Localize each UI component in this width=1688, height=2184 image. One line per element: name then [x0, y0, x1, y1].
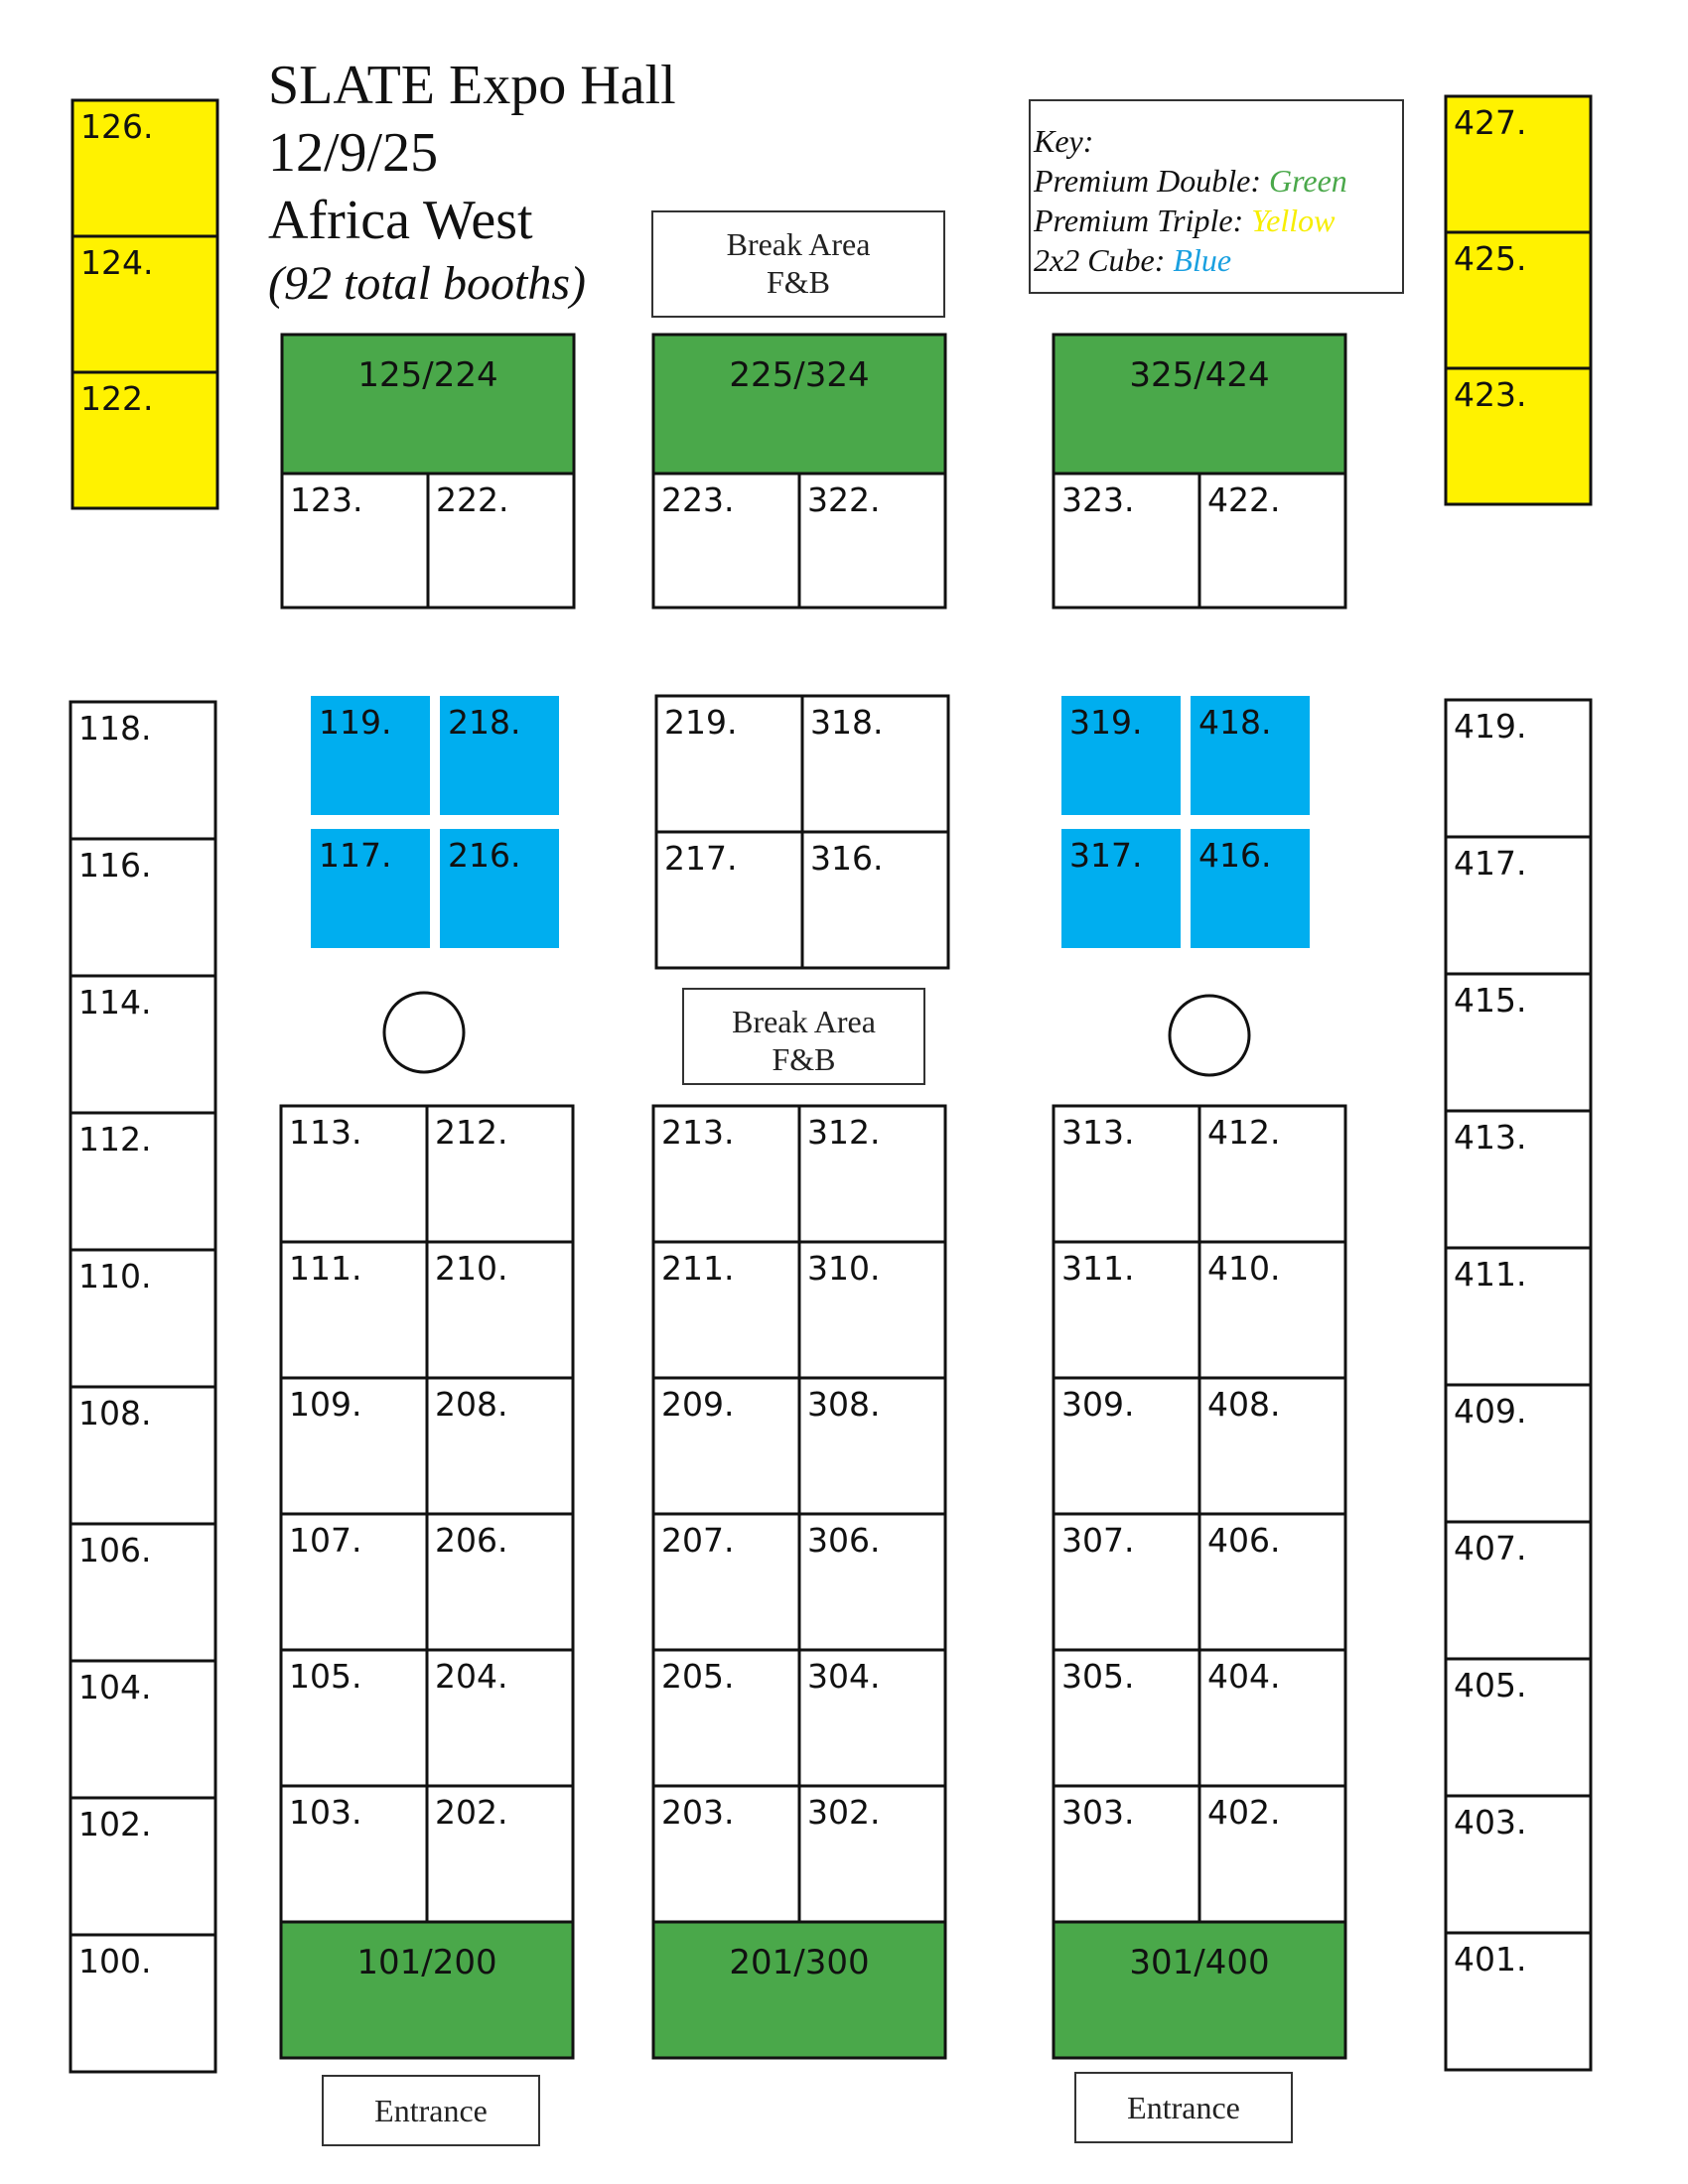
booth-label: 308.	[807, 1385, 881, 1424]
booth-316[interactable]	[802, 832, 948, 968]
booth-label: 206.	[435, 1521, 508, 1560]
booth-413[interactable]	[1446, 1111, 1591, 1248]
booth-label: 117.	[319, 836, 392, 875]
booth-410[interactable]	[1199, 1242, 1345, 1378]
booth-label: 110.	[78, 1257, 152, 1296]
booth-223[interactable]	[653, 474, 799, 608]
booth-label: 427.	[1454, 103, 1527, 142]
booth-317[interactable]	[1061, 829, 1181, 948]
break-area-middle-text: F&B	[772, 1041, 836, 1077]
booth-label: 422.	[1207, 480, 1281, 519]
booth-418[interactable]	[1191, 696, 1310, 815]
key-item-premium-triple: Premium Triple: Yellow	[1034, 203, 1336, 238]
booth-308[interactable]	[799, 1378, 945, 1514]
booth-label: 113.	[289, 1113, 362, 1152]
booth-label: 216.	[448, 836, 521, 875]
key-heading: Key:	[1034, 123, 1094, 159]
entrance-left	[323, 2076, 539, 2145]
booth-210[interactable]	[427, 1242, 573, 1378]
booth-306[interactable]	[799, 1514, 945, 1650]
pillar-circle-right	[1170, 996, 1249, 1075]
booth-322[interactable]	[799, 474, 945, 608]
booth-label: 417.	[1454, 844, 1527, 883]
booth-label: 218.	[448, 703, 521, 742]
booth-411[interactable]	[1446, 1248, 1591, 1385]
booth-124[interactable]	[72, 236, 217, 372]
booth-211[interactable]	[653, 1242, 799, 1378]
booth-408[interactable]	[1199, 1378, 1345, 1514]
booth-203[interactable]	[653, 1786, 799, 1922]
hall-title: SLATE Expo Hall	[268, 55, 676, 116]
booth-313[interactable]	[1054, 1106, 1199, 1242]
booth-label: 415.	[1454, 981, 1527, 1020]
booth-325-424[interactable]	[1054, 335, 1345, 474]
booth-label: 306.	[807, 1521, 881, 1560]
booth-116[interactable]	[70, 839, 215, 976]
booth-label: 416.	[1198, 836, 1272, 875]
booth-label: 212.	[435, 1113, 508, 1152]
booth-401[interactable]	[1446, 1933, 1591, 2070]
booth-304[interactable]	[799, 1650, 945, 1786]
booth-label: 309.	[1061, 1385, 1135, 1424]
booth-label: 311.	[1061, 1249, 1135, 1288]
booth-label: 318.	[810, 703, 884, 742]
booth-404[interactable]	[1199, 1650, 1345, 1786]
break-area-top-text: Break Area	[726, 226, 871, 262]
booth-213[interactable]	[653, 1106, 799, 1242]
booth-225-324[interactable]	[653, 335, 945, 474]
room-name: Africa West	[268, 190, 533, 251]
booth-label: 302.	[807, 1793, 881, 1832]
booth-label: 304.	[807, 1657, 881, 1696]
booth-label: 213.	[661, 1113, 735, 1152]
booth-label: 119.	[319, 703, 392, 742]
booth-110[interactable]	[70, 1250, 215, 1387]
break-area-middle-text: Break Area	[732, 1004, 876, 1039]
booth-423[interactable]	[1446, 368, 1591, 504]
booth-label: 223.	[661, 480, 735, 519]
booth-216[interactable]	[440, 829, 559, 948]
booth-206[interactable]	[427, 1514, 573, 1650]
booth-318[interactable]	[802, 696, 948, 832]
booth-311[interactable]	[1054, 1242, 1199, 1378]
booth-117[interactable]	[311, 829, 430, 948]
booth-101-200[interactable]	[281, 1922, 573, 2058]
booth-label: 409.	[1454, 1392, 1527, 1431]
booth-label: 105.	[289, 1657, 362, 1696]
booth-label: 405.	[1454, 1666, 1527, 1705]
booth-label: 312.	[807, 1113, 881, 1152]
booth-label: 413.	[1454, 1118, 1527, 1157]
booth-label: 419.	[1454, 707, 1527, 746]
booth-125-224[interactable]	[282, 335, 574, 474]
booth-label: 123.	[290, 480, 363, 519]
event-date: 12/9/25	[268, 122, 439, 184]
entrance-left-text: Entrance	[374, 2093, 488, 2128]
booth-119[interactable]	[311, 696, 430, 815]
booth-label: 219.	[664, 703, 738, 742]
entrance-right	[1075, 2073, 1292, 2142]
booth-218[interactable]	[440, 696, 559, 815]
booth-405[interactable]	[1446, 1659, 1591, 1796]
booth-label: 401.	[1454, 1940, 1527, 1979]
booth-label: 104.	[78, 1668, 152, 1706]
booth-208[interactable]	[427, 1378, 573, 1514]
booth-222[interactable]	[428, 474, 574, 608]
booth-label: 100.	[78, 1942, 152, 1980]
booth-label: 202.	[435, 1793, 508, 1832]
booth-109[interactable]	[281, 1378, 427, 1514]
booth-label: 103.	[289, 1793, 362, 1832]
booth-label: 407.	[1454, 1529, 1527, 1568]
booth-label: 301/400	[1129, 1943, 1270, 1982]
booth-label: 307.	[1061, 1521, 1135, 1560]
booth-113[interactable]	[281, 1106, 427, 1242]
booth-label: 101/200	[356, 1943, 497, 1982]
booth-312[interactable]	[799, 1106, 945, 1242]
booth-219[interactable]	[656, 696, 802, 832]
booth-label: 208.	[435, 1385, 508, 1424]
booth-label: 205.	[661, 1657, 735, 1696]
booth-label: 217.	[664, 839, 738, 878]
booth-label: 116.	[78, 846, 152, 885]
booth-415[interactable]	[1446, 974, 1591, 1111]
booth-label: 402.	[1207, 1793, 1281, 1832]
booth-114[interactable]	[70, 976, 215, 1113]
break-area-top	[652, 211, 944, 317]
booth-label: 107.	[289, 1521, 362, 1560]
booth-label: 418.	[1198, 703, 1272, 742]
booth-label: 325/424	[1129, 355, 1270, 395]
booth-309[interactable]	[1054, 1378, 1199, 1514]
booth-310[interactable]	[799, 1242, 945, 1378]
booth-label: 411.	[1454, 1255, 1527, 1294]
booth-402[interactable]	[1199, 1786, 1345, 1922]
booth-207[interactable]	[653, 1514, 799, 1650]
key-item-premium-double: Premium Double: Green	[1034, 163, 1347, 199]
booth-label: 222.	[436, 480, 509, 519]
booth-label: 423.	[1454, 375, 1527, 414]
booth-301-400[interactable]	[1054, 1922, 1345, 2058]
booth-label: 109.	[289, 1385, 362, 1424]
booth-403[interactable]	[1446, 1796, 1591, 1933]
booth-126[interactable]	[72, 100, 217, 236]
booth-102[interactable]	[70, 1798, 215, 1935]
booth-201-300[interactable]	[653, 1922, 945, 2058]
booth-label: 225/324	[729, 355, 870, 395]
booth-label: 126.	[80, 107, 154, 146]
booth-104[interactable]	[70, 1661, 215, 1798]
booth-label: 323.	[1061, 480, 1135, 519]
booth-label: 210.	[435, 1249, 508, 1288]
booth-417[interactable]	[1446, 837, 1591, 974]
booth-label: 124.	[80, 243, 154, 282]
booth-419[interactable]	[1446, 700, 1591, 837]
booth-123[interactable]	[282, 474, 428, 608]
booth-label: 207.	[661, 1521, 735, 1560]
booth-label: 305.	[1061, 1657, 1135, 1696]
break-area-top-text: F&B	[766, 264, 831, 300]
booth-label: 316.	[810, 839, 884, 878]
booth-212[interactable]	[427, 1106, 573, 1242]
booth-label: 111.	[289, 1249, 362, 1288]
booth-label: 106.	[78, 1531, 152, 1570]
booth-105[interactable]	[281, 1650, 427, 1786]
booth-122[interactable]	[72, 372, 217, 508]
booth-label: 425.	[1454, 239, 1527, 278]
booth-label: 403.	[1454, 1803, 1527, 1842]
booth-label: 108.	[78, 1394, 152, 1433]
pillar-circle-left	[384, 993, 464, 1072]
booth-label: 114.	[78, 983, 152, 1022]
entrance-right-text: Entrance	[1127, 2090, 1240, 2125]
booth-118[interactable]	[70, 702, 215, 839]
booth-106[interactable]	[70, 1524, 215, 1661]
booth-label: 412.	[1207, 1113, 1281, 1152]
booth-label: 404.	[1207, 1657, 1281, 1696]
key-item-cube: 2x2 Cube: Blue	[1034, 242, 1232, 278]
booth-319[interactable]	[1061, 696, 1181, 815]
booth-label: 317.	[1069, 836, 1143, 875]
booth-217[interactable]	[656, 832, 802, 968]
booth-103[interactable]	[281, 1786, 427, 1922]
booth-406[interactable]	[1199, 1514, 1345, 1650]
booth-label: 118.	[78, 709, 152, 748]
booth-100[interactable]	[70, 1935, 215, 2072]
break-area-middle	[683, 989, 924, 1084]
booth-323[interactable]	[1054, 474, 1199, 608]
booth-205[interactable]	[653, 1650, 799, 1786]
booth-label: 408.	[1207, 1385, 1281, 1424]
booth-412[interactable]	[1199, 1106, 1345, 1242]
booth-label: 125/224	[357, 355, 498, 395]
booth-425[interactable]	[1446, 232, 1591, 368]
booth-label: 122.	[80, 379, 154, 418]
booth-305[interactable]	[1054, 1650, 1199, 1786]
booth-label: 204.	[435, 1657, 508, 1696]
booth-label: 410.	[1207, 1249, 1281, 1288]
booth-209[interactable]	[653, 1378, 799, 1514]
booth-204[interactable]	[427, 1650, 573, 1786]
booth-427[interactable]	[1446, 96, 1591, 232]
booth-label: 313.	[1061, 1113, 1135, 1152]
booth-112[interactable]	[70, 1113, 215, 1250]
booth-307[interactable]	[1054, 1514, 1199, 1650]
booth-416[interactable]	[1191, 829, 1310, 948]
booth-302[interactable]	[799, 1786, 945, 1922]
booth-407[interactable]	[1446, 1522, 1591, 1659]
booth-409[interactable]	[1446, 1385, 1591, 1522]
booth-label: 406.	[1207, 1521, 1281, 1560]
booth-label: 102.	[78, 1805, 152, 1843]
booth-303[interactable]	[1054, 1786, 1199, 1922]
booth-label: 310.	[807, 1249, 881, 1288]
booth-422[interactable]	[1199, 474, 1345, 608]
booth-label: 303.	[1061, 1793, 1135, 1832]
booth-label: 112.	[78, 1120, 152, 1159]
booth-108[interactable]	[70, 1387, 215, 1524]
booth-label: 203.	[661, 1793, 735, 1832]
booth-107[interactable]	[281, 1514, 427, 1650]
booth-202[interactable]	[427, 1786, 573, 1922]
booth-label: 211.	[661, 1249, 735, 1288]
booth-label: 319.	[1069, 703, 1143, 742]
booth-label: 209.	[661, 1385, 735, 1424]
booth-count: (92 total booths)	[268, 257, 586, 310]
booth-label: 201/300	[729, 1943, 870, 1982]
booth-label: 322.	[807, 480, 881, 519]
booth-111[interactable]	[281, 1242, 427, 1378]
